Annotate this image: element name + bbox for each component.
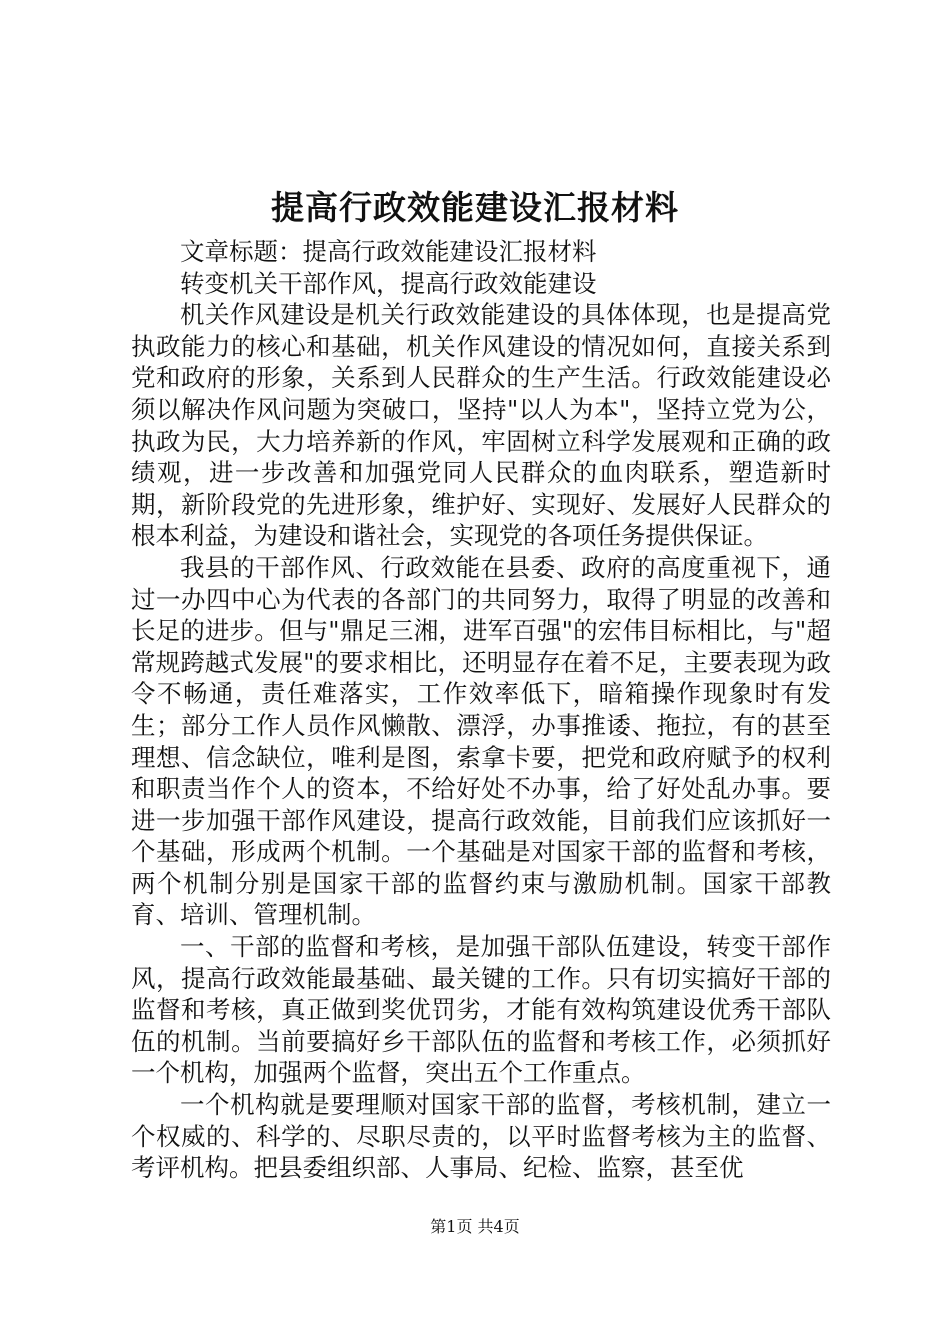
body-paragraph: 机关作风建设是机关行政效能建设的具体体现，也是提高党执政能力的核心和基础，机关作风建设的情况如何，直接关系到党和政府的形象，关系到人民群众的生产生活。行政效能建设必须以解决作风问题为突破口，坚持"以人为本"，坚持立党为公，执政为民，大力培养新的作风，牢固树立科学发展观和正确的政绩观，进一步改善和加强党同人民群众的血肉联系，塑造新时期，新阶段党的先进形象，维护好、实现好、发展好人民群众的根本利益，为建设和谐社会，实现党的各项任务提供保证。 <box>131 300 831 551</box>
subtitle-line: 转变机关干部作风，提高行政效能建设 <box>180 268 597 298</box>
body-paragraph: 我县的干部作风、行政效能在县委、政府的高度重视下，通过一办四中心为代表的各部门的共同努力，取得了明显的改善和长足的进步。但与"鼎足三湘，进军百强"的宏伟目标相比，与"超常规跨越式发展"的要求相比，还明显存在着不足，主要表现为政令不畅通，责任难落实，工作效率低下，暗箱操作现象时有发生；部分工作人员作风懒散、漂浮，办事推诿、拖拉，有的甚至理想、信念缺位，唯利是图，索拿卡要，把党和政府赋予的权利和职责当作个人的资本，不给好处不办事，给了好处乱办事。要进一步加强干部作风建设，提高行政效能，目前我们应该抓好一个基础，形成两个机制。一个基础是对国家干部的监督和考核，两个机制分别是国家干部的监督约束与激励机制。国家干部教育、培训、管理机制。 <box>131 552 831 930</box>
page-number-footer: 第1页 共4页 <box>430 1217 520 1236</box>
body-paragraph: 一个机构就是要理顺对国家干部的监督，考核机制，建立一个权威的、科学的、尽职尽责的，以平时监督考核为主的监督、考评机构。把县委组织部、人事局、纪检、监察，甚至优 <box>131 1090 831 1183</box>
article-title-line: 文章标题：提高行政效能建设汇报材料 <box>180 237 597 266</box>
document-body <box>131 236 831 1184</box>
document-title: 提高行政效能建设汇报材料 <box>271 188 679 227</box>
body-paragraph: 一、干部的监督和考核，是加强干部队伍建设，转变干部作风，提高行政效能最基础、最关键的工作。只有切实搞好干部的监督和考核，真正做到奖优罚劣，才能有效构筑建设优秀干部队伍的机制。当前要搞好乡干部队伍的监督和考核工作，必须抓好一个机构，加强两个监督，突出五个工作重点。 <box>131 932 831 1088</box>
